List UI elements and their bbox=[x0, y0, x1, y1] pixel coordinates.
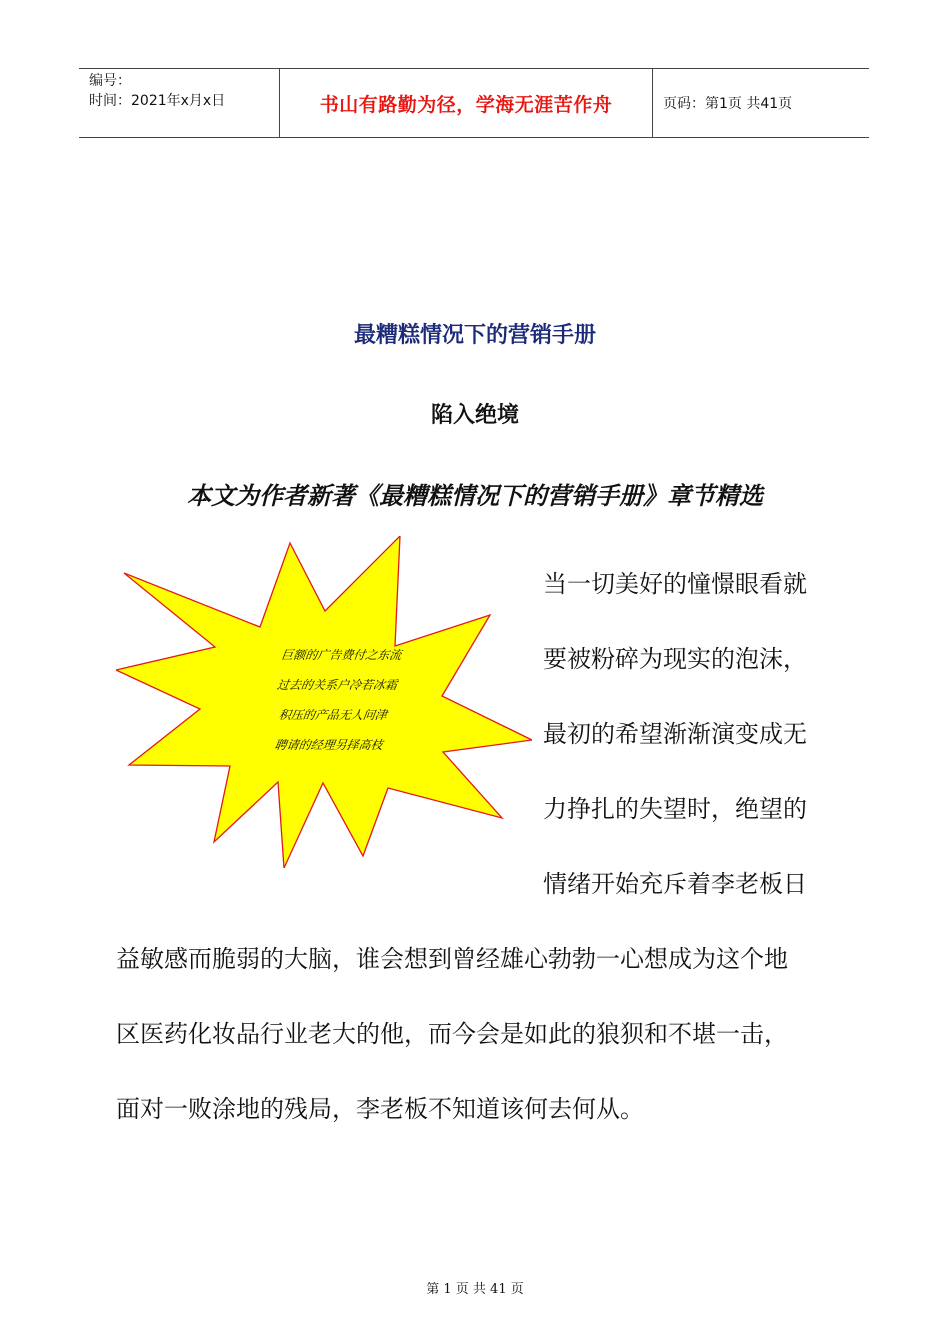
section-subtitle: 陷入绝境 bbox=[430, 403, 519, 428]
paragraph-continuation bbox=[116, 922, 846, 1147]
document-time-label: 时间：2021年x月x日 bbox=[89, 93, 226, 109]
paragraph-line: 益敏感而脆弱的大脑，谁会想到曾经雄心勃勃一心想成为这个地 bbox=[116, 945, 788, 973]
document-title: 最糟糕情况下的营销手册 bbox=[353, 323, 596, 348]
starburst-line: 聘请的经理另择高枝 bbox=[273, 738, 384, 752]
paragraph-line: 力挣扎的失望时，绝望的 bbox=[543, 795, 807, 823]
paragraph-line: 最初的希望渐渐演变成无 bbox=[543, 720, 807, 748]
starburst-line: 巨额的广告费付之东流 bbox=[280, 648, 403, 662]
wrapped-paragraph-side bbox=[543, 547, 843, 922]
starburst-text bbox=[242, 640, 429, 760]
document-number-label: 编号： bbox=[89, 73, 131, 89]
header-page-info: 页码：第1页 共41页 bbox=[663, 96, 793, 112]
starburst-line: 积压的产品无人问津 bbox=[277, 708, 388, 722]
paragraph-line: 区医药化妆品行业老大的他，而今会是如此的狼狈和不堪一击， bbox=[116, 1020, 788, 1048]
page-footer: 第 1 页 共 41 页 bbox=[426, 1282, 524, 1297]
paragraph-line: 情绪开始充斥着李老板日 bbox=[543, 870, 807, 898]
paragraph-line: 面对一败涂地的残局，李老板不知道该何去何从。 bbox=[116, 1095, 644, 1123]
paragraph-line: 要被粉碎为现实的泡沫， bbox=[543, 645, 807, 673]
header-table bbox=[79, 68, 869, 138]
starburst-line: 过去的关系户冷若冰霜 bbox=[276, 678, 399, 692]
excerpt-note: 本文为作者新著《最糟糕情况下的营销手册》章节精选 bbox=[187, 482, 763, 510]
header-meta-cell bbox=[79, 69, 280, 137]
header-motto: 书山有路勤为径，学海无涯苦作舟 bbox=[280, 69, 653, 137]
paragraph-line: 当一切美好的憧憬眼看就 bbox=[543, 570, 807, 598]
